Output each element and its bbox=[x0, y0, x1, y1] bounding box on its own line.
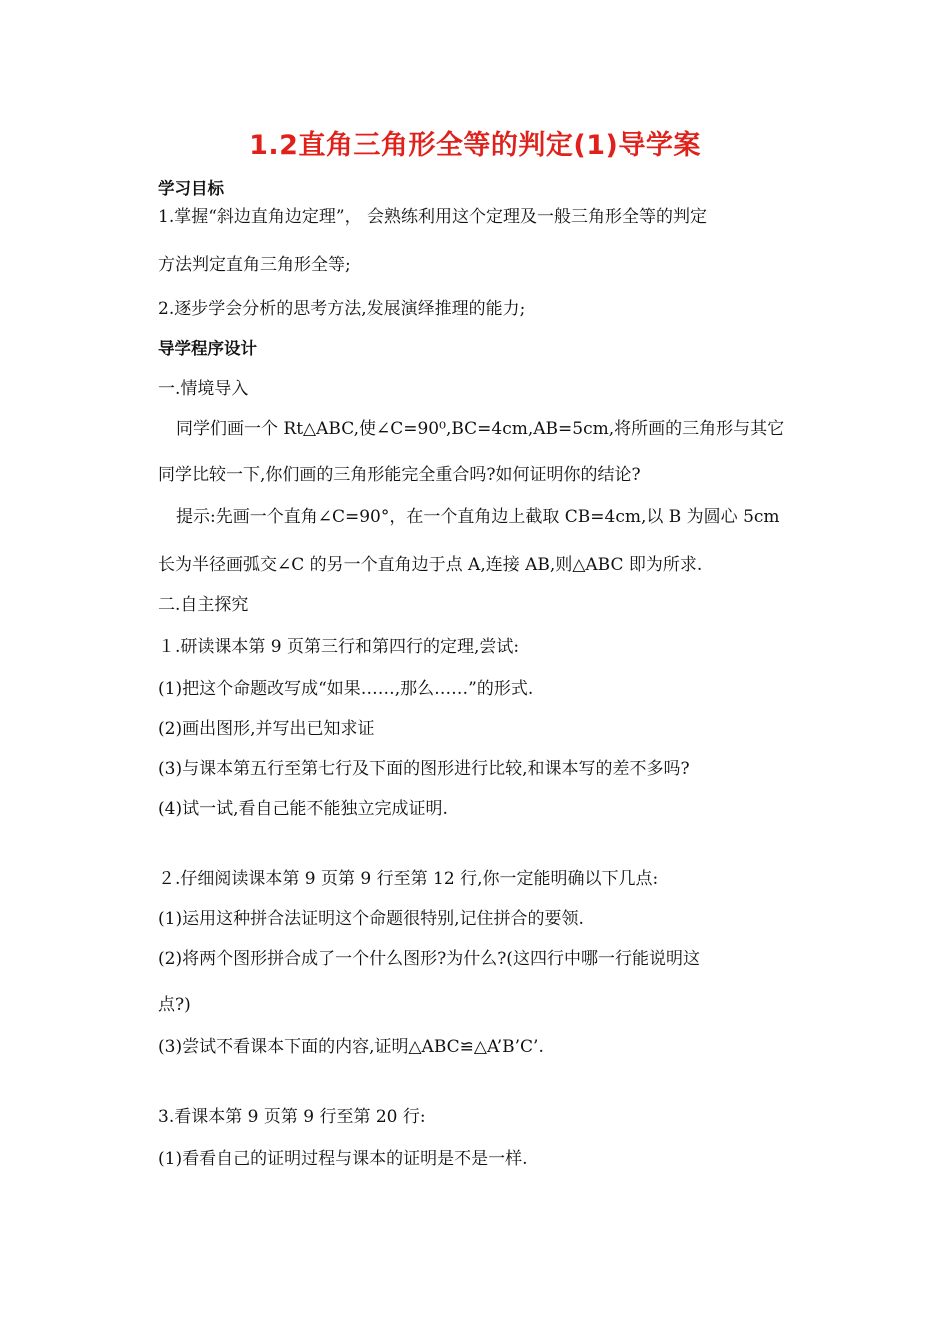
task1-item4: (4)试一试,看自己能不能独立完成证明. bbox=[158, 799, 448, 819]
section2-heading: 二.自主探究 bbox=[158, 595, 249, 615]
hint-line2: 长为半径画弧交∠C 的另一个直角边于点 A,连接 AB,则△ABC 即为所求. bbox=[158, 555, 703, 575]
task2-item3: (3)尝试不看课本下面的内容,证明△ABC≌△A’B’C’. bbox=[158, 1037, 544, 1057]
task1-item3: (3)与课本第五行至第七行及下面的图形进行比较,和课本写的差不多吗? bbox=[158, 759, 690, 779]
goal1-line1: 1.掌握“斜边直角边定理”， 会熟练利用这个定理及一般三角形全等的判定 bbox=[158, 207, 708, 227]
goal2: 2.逐步学会分析的思考方法,发展演绎推理的能力; bbox=[158, 299, 526, 319]
situation-line1: 同学们画一个 Rt△ABC,使∠C=90⁰,BC=4cm,AB=5cm,将所画的三角形与其它 bbox=[176, 419, 785, 439]
task2-item2-line1: (2)将两个图形拼合成了一个什么图形?为什么?(这四行中哪一行能说明这 bbox=[158, 949, 700, 969]
task1-item2: (2)画出图形,并写出已知求证 bbox=[158, 719, 375, 739]
goals-heading: 学习目标 bbox=[158, 179, 224, 198]
design-heading: 导学程序设计 bbox=[158, 339, 257, 358]
task2-item2-line2: 点?) bbox=[158, 995, 191, 1015]
task1-item1: (1)把这个命题改写成“如果……,那么……”的形式. bbox=[158, 679, 534, 699]
document-title: 1.2直角三角形全等的判定(1)导学案 bbox=[249, 130, 701, 161]
task3-item1: (1)看看自己的证明过程与课本的证明是不是一样. bbox=[158, 1149, 528, 1169]
goal1-line2: 方法判定直角三角形全等; bbox=[158, 255, 351, 275]
task1: １.研读课本第 9 页第三行和第四行的定理,尝试: bbox=[158, 637, 520, 657]
situation-line2: 同学比较一下,你们画的三角形能完全重合吗?如何证明你的结论? bbox=[158, 465, 641, 485]
task2: ２.仔细阅读课本第 9 页第 9 行至第 12 行,你一定能明确以下几点: bbox=[158, 869, 659, 889]
hint-line1: 提示:先画一个直角∠C=90°，在一个直角边上截取 CB=4cm,以 B 为圆心 5cm bbox=[176, 507, 780, 527]
task3: 3.看课本第 9 页第 9 行至第 20 行: bbox=[158, 1107, 426, 1127]
section1-heading: 一.情境导入 bbox=[158, 379, 249, 399]
task2-item1: (1)运用这种拼合法证明这个命题很特别,记住拼合的要领. bbox=[158, 909, 584, 929]
